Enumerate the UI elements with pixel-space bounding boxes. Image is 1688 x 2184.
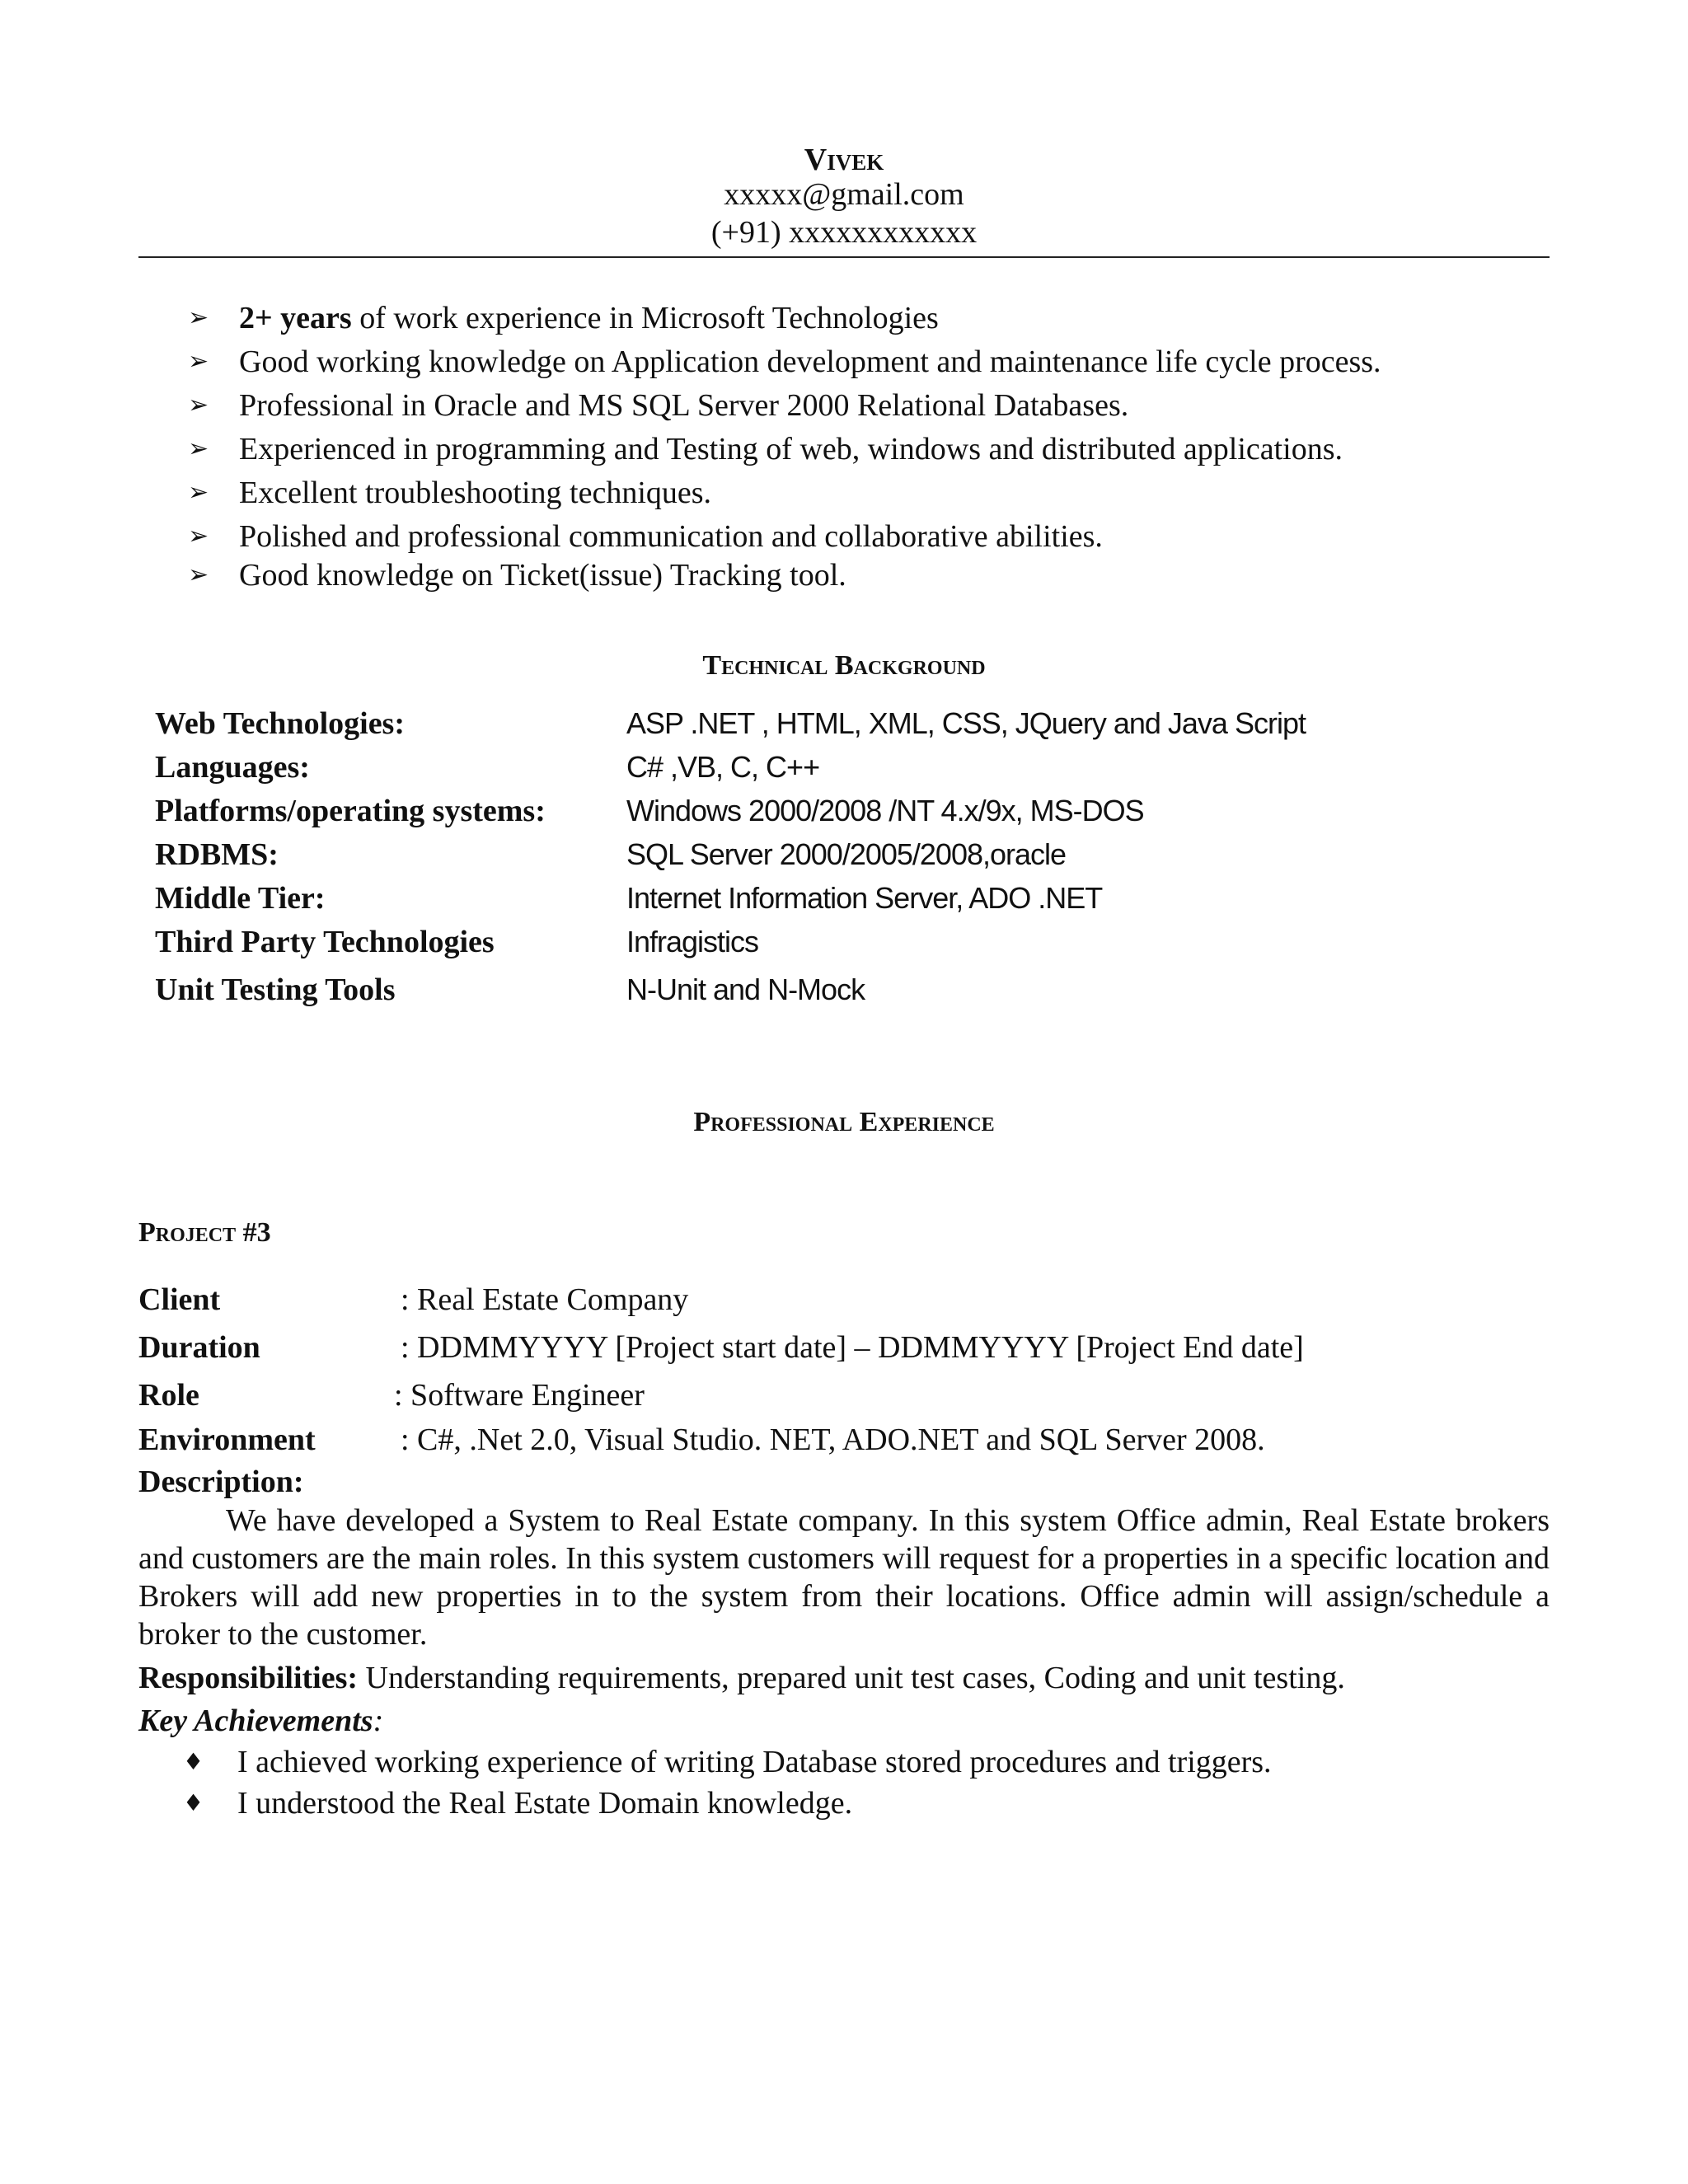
arrowhead-bullet-icon: ➢ <box>188 347 209 376</box>
summary-item <box>188 518 1589 557</box>
duration-value: : DDMMYYYY [Project start date] – DDMMYYYY [Project End date] <box>401 1330 1304 1365</box>
summary-item <box>188 557 1589 601</box>
tech-row <box>155 972 1556 1015</box>
summary-item <box>188 387 1589 431</box>
tech-label: Third Party Technologies <box>155 925 495 959</box>
professional-experience-heading: Professional Experience <box>693 1107 995 1137</box>
role-value: : Software Engineer <box>394 1378 645 1413</box>
arrowhead-bullet-icon: ➢ <box>188 478 209 507</box>
role-label: Role <box>138 1378 199 1413</box>
responsibilities-label: Responsibilities: <box>138 1661 359 1695</box>
role-row <box>138 1377 1550 1422</box>
achievement-text: I achieved working experience of writing Database stored procedures and triggers. <box>237 1745 1272 1779</box>
tech-label: Languages: <box>155 750 310 785</box>
arrowhead-bullet-icon: ➢ <box>188 434 209 463</box>
header-divider <box>138 256 1550 258</box>
key-achievements-heading <box>138 1703 383 1739</box>
email-address: xxxxx@gmail.com <box>724 177 964 212</box>
environment-value: : C#, .Net 2.0, Visual Studio. NET, ADO.NET and SQL Server 2008. <box>401 1422 1265 1457</box>
tech-value: Internet Information Server, ADO .NET <box>626 881 1103 915</box>
tech-value: N-Unit and N-Mock <box>626 972 865 1006</box>
summary-item-text: Excellent troubleshooting techniques. <box>239 476 712 510</box>
tech-row <box>155 705 1556 749</box>
diamond-bullet-icon: ♦ <box>183 1748 204 1775</box>
project-details <box>138 1282 1550 1469</box>
key-achievements-label: Key Achievements <box>138 1704 373 1738</box>
environment-label: Environment <box>138 1422 316 1457</box>
key-achievements-colon: : <box>373 1704 384 1738</box>
summary-list <box>188 300 1589 601</box>
project-title: Project #3 <box>138 1217 271 1248</box>
client-row <box>138 1282 1550 1329</box>
description-text: We have developed a System to Real Estate company. In this system Office admin, Real Estate brokers and customers are the main roles. In this system customers will request for a properties in a specific location and Brokers will add new properties in to the system from their locations. Office admin will assign/schedule a broker to the customer. <box>138 1503 1550 1652</box>
arrowhead-bullet-icon: ➢ <box>188 303 209 332</box>
tech-value: ASP .NET , HTML, XML, CSS, JQuery and Java Script <box>626 706 1306 740</box>
summary-item <box>188 344 1589 387</box>
tech-row <box>155 793 1556 837</box>
tech-value: SQL Server 2000/2005/2008,oracle <box>626 837 1067 871</box>
client-label: Client <box>138 1282 221 1317</box>
summary-item-text: Experienced in programming and Testing of web, windows and distributed applications. <box>239 432 1343 466</box>
arrowhead-bullet-icon: ➢ <box>188 391 209 419</box>
achievement-item <box>183 1785 1272 1826</box>
candidate-name: Vivek <box>804 143 884 177</box>
tech-value: Windows 2000/2008 /NT 4.x/9x, MS-DOS <box>626 794 1144 827</box>
achievement-item <box>183 1744 1272 1785</box>
summary-item <box>188 431 1589 475</box>
achievement-text: I understood the Real Estate Domain knowledge. <box>237 1786 853 1821</box>
summary-item-text: Good working knowledge on Application development and maintenance life cycle process. <box>239 344 1381 379</box>
tech-label: Platforms/operating systems: <box>155 794 546 828</box>
summary-item <box>188 475 1589 518</box>
summary-item-bold: 2+ years <box>239 301 352 335</box>
responsibilities-text: Understanding requirements, prepared unit test cases, Coding and unit testing. <box>358 1661 1345 1695</box>
technical-table <box>155 705 1556 1015</box>
arrowhead-bullet-icon: ➢ <box>188 522 209 551</box>
summary-item-text: Polished and professional communication and collaborative abilities. <box>239 519 1103 554</box>
tech-label: Middle Tier: <box>155 881 326 916</box>
arrowhead-bullet-icon: ➢ <box>188 560 209 589</box>
summary-item <box>188 300 1589 344</box>
summary-item-text: Professional in Oracle and MS SQL Server 2000 Relational Databases. <box>239 388 1129 423</box>
tech-row <box>155 837 1556 880</box>
client-value: : Real Estate Company <box>401 1282 689 1317</box>
tech-label: RDBMS: <box>155 837 279 872</box>
duration-label: Duration <box>138 1330 260 1365</box>
tech-value: C# ,VB, C, C++ <box>626 750 820 784</box>
responsibilities <box>138 1660 1550 1696</box>
achievements-list <box>183 1744 1272 1826</box>
tech-label: Web Technologies: <box>155 706 405 741</box>
description-label: Description: <box>138 1465 304 1499</box>
summary-item-text: of work experience in Microsoft Technologies <box>351 301 939 335</box>
tech-value: Infragistics <box>626 925 759 958</box>
summary-item-text: Good knowledge on Ticket(issue) Tracking tool. <box>239 558 846 593</box>
technical-background-heading: Technical Background <box>702 650 986 681</box>
tech-row <box>155 924 1556 972</box>
phone-number: (+91) xxxxxxxxxxxx <box>710 215 978 250</box>
duration-row <box>138 1329 1550 1377</box>
tech-label: Unit Testing Tools <box>155 972 396 1007</box>
tech-row <box>155 880 1556 924</box>
environment-row <box>138 1422 1550 1469</box>
diamond-bullet-icon: ♦ <box>183 1789 204 1816</box>
tech-row <box>155 749 1556 793</box>
